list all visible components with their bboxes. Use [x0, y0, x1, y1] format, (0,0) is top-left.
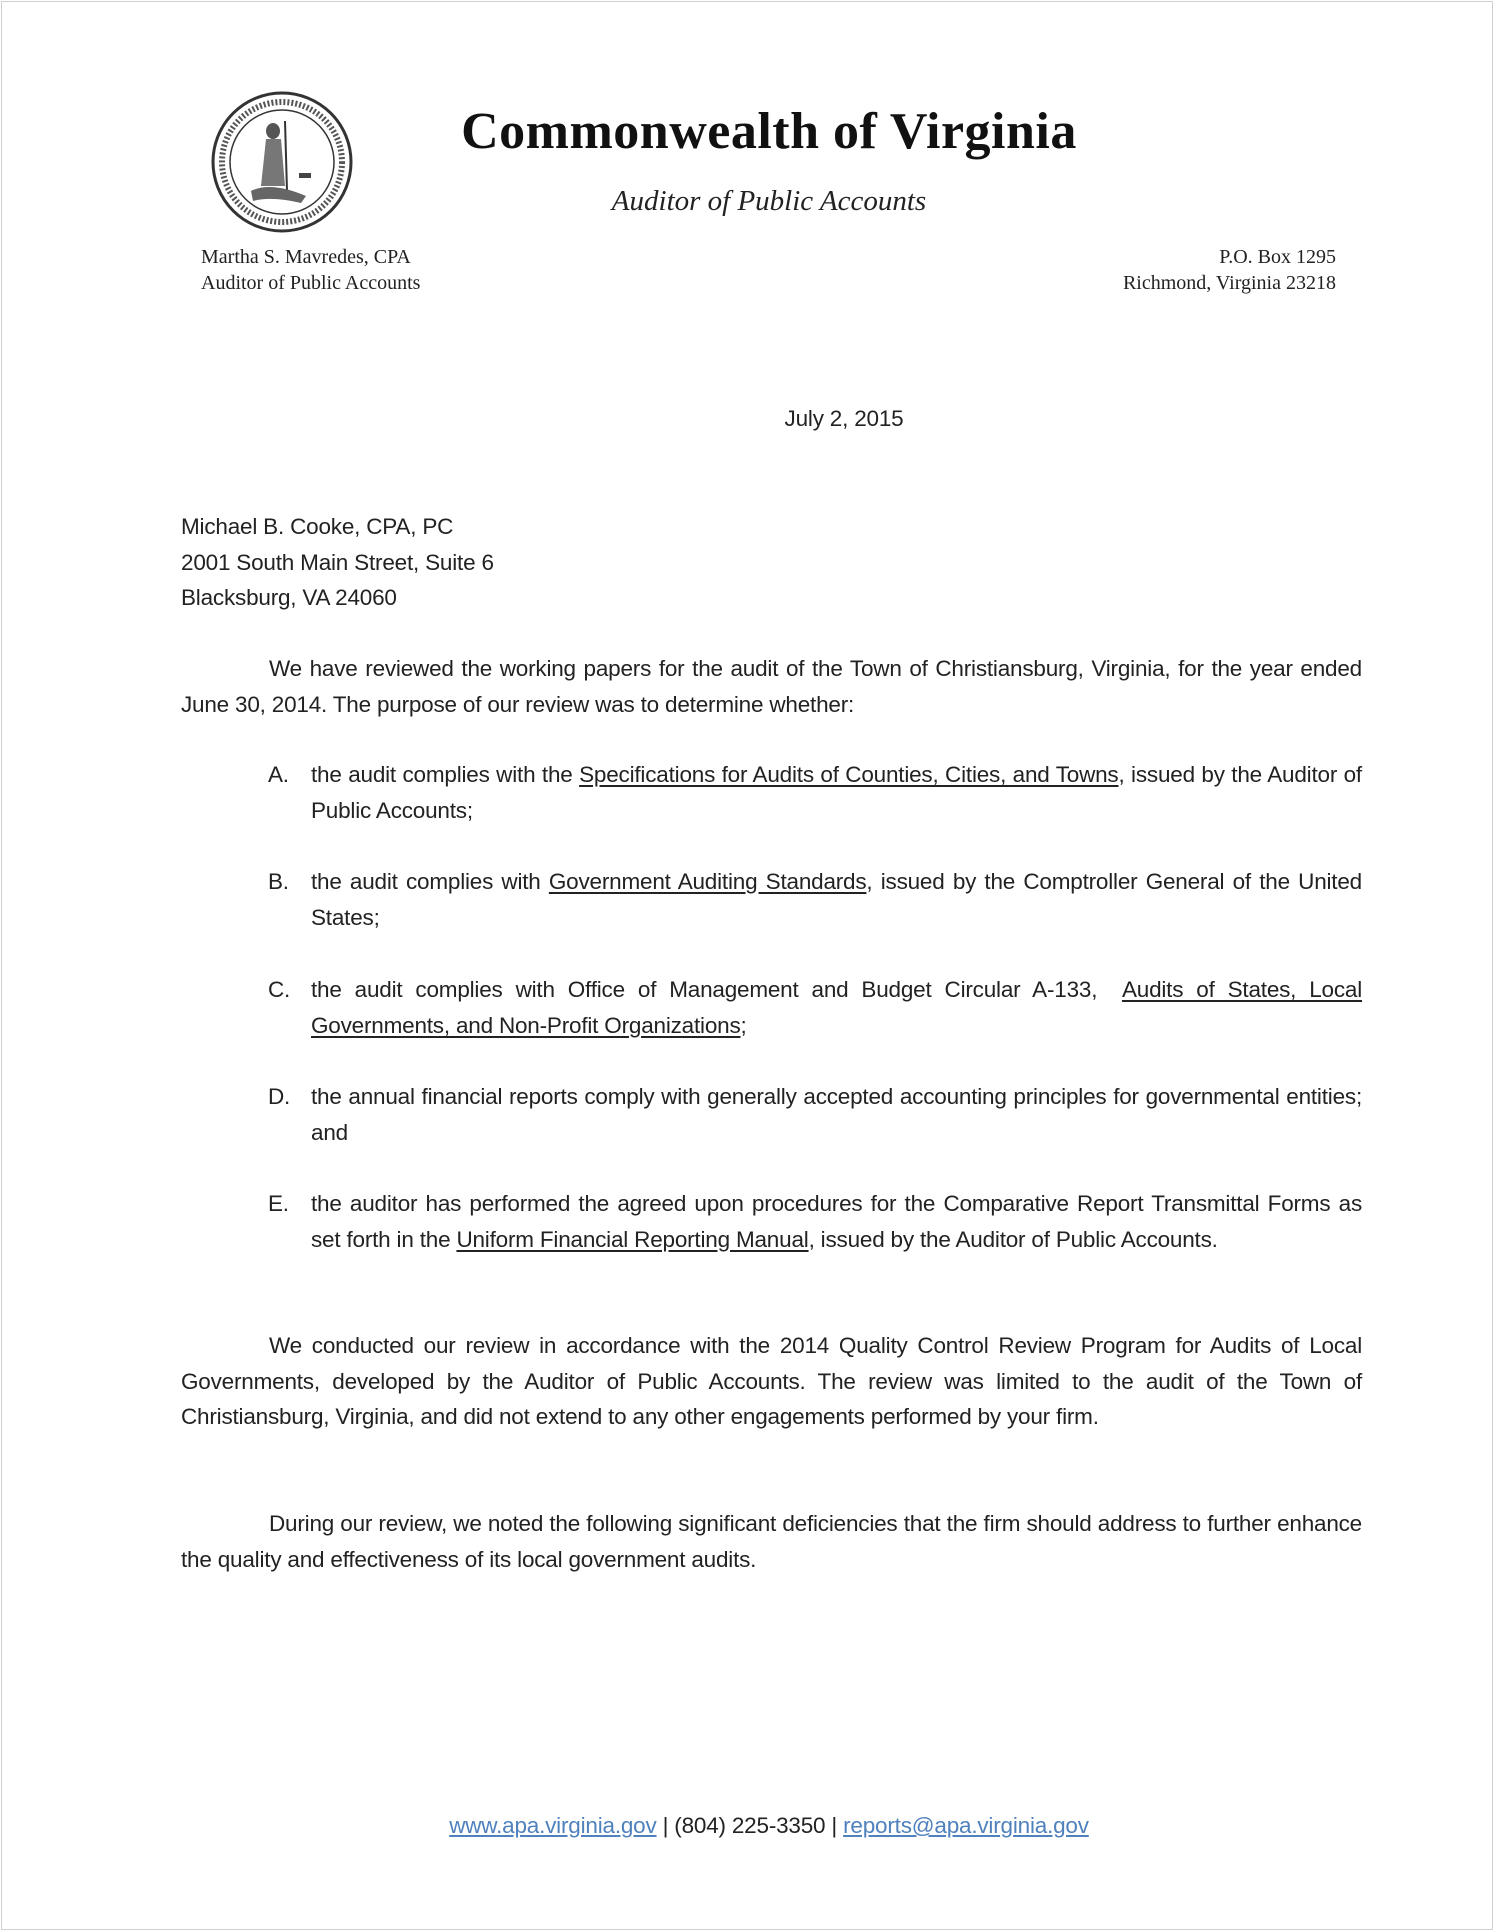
footer-contact	[2, 1808, 1494, 1844]
item-marker: D.	[268, 1084, 291, 1109]
list-item-b	[268, 864, 1362, 935]
recipient-line: 2001 South Main Street, Suite 6	[181, 549, 494, 575]
item-text: the audit complies with Office of Management and Budget Circular A-133,	[311, 977, 1122, 1002]
separator: |	[825, 1813, 844, 1838]
letterhead-title: Commonwealth of Virginia	[461, 103, 1077, 160]
letter-date: July 2, 2015	[784, 406, 904, 431]
review-scope-paragraph: We conducted our review in accordance with the 2014 Quality Control Review Program for Audits of Local Governments, developed by the Auditor of Public Accounts. The review was limited to the audit of the Town of Christiansburg, Virginia, and did not extend to any other engagements performed by your firm.	[181, 1333, 1362, 1430]
item-marker: C.	[268, 977, 291, 1002]
recipient-address	[181, 509, 494, 616]
item-text: the auditor has performed the agreed upon procedures for the Comparative Report Transmittal Forms as set forth in the	[311, 1191, 1362, 1252]
item-marker: B.	[268, 869, 289, 894]
po-box: P.O. Box 1295	[1219, 246, 1336, 268]
list-item-e	[268, 1186, 1362, 1257]
intro-paragraph: We have reviewed the working papers for the audit of the Town of Christiansburg, Virginia, for the year ended June 30, 2014. The purpose of our review was to determine whether:	[181, 656, 1362, 717]
item-text: the audit complies with the	[311, 762, 580, 787]
letterhead-subtitle: Auditor of Public Accounts	[611, 185, 927, 217]
city-state-zip: Richmond, Virginia 23218	[1122, 272, 1336, 294]
letterhead-address	[1123, 244, 1336, 296]
item-reference: Specifications for Audits of Counties, Cities, and Towns	[579, 762, 1119, 787]
item-reference: Government Auditing Standards	[548, 869, 867, 894]
website-link[interactable]: www.apa.virginia.gov	[449, 1813, 657, 1838]
item-text: ;	[740, 1012, 747, 1038]
item-text: the audit complies with	[311, 869, 549, 894]
item-marker: E.	[268, 1191, 289, 1216]
item-reference: Uniform Financial Reporting Manual	[456, 1226, 809, 1252]
list-item-a	[268, 757, 1362, 828]
letter-page	[1, 1, 1493, 1930]
phone-number: (804) 225-3350	[674, 1813, 826, 1838]
item-marker: A.	[268, 762, 289, 787]
auditor-title: Auditor of Public Accounts	[201, 272, 421, 294]
separator: |	[656, 1813, 675, 1838]
recipient-line: Blacksburg, VA 24060	[181, 585, 397, 611]
item-text: , issued by the Comptroller General of the United States;	[311, 869, 1362, 930]
list-item-c	[268, 972, 1362, 1043]
item-text: , issued by the Auditor of Public Accounts;	[311, 762, 1362, 823]
recipient-line: Michael B. Cooke, CPA, PC	[181, 514, 454, 539]
letterhead-auditor-info	[201, 244, 420, 296]
auditor-name: Martha S. Mavredes, CPA	[201, 246, 411, 268]
item-reference: Audits of States, Local Governments, and Non-Profit Organizations	[311, 977, 1362, 1038]
item-text: the annual financial reports comply with generally accepted accounting principles for governmental entities; and	[311, 1084, 1362, 1145]
list-item-d	[268, 1079, 1362, 1150]
item-text: , issued by the Auditor of Public Accounts.	[808, 1226, 1218, 1252]
deficiencies-paragraph: During our review, we noted the following significant deficiencies that the firm should address to further enhance the quality and effectiveness of its local government audits.	[181, 1511, 1362, 1572]
email-link[interactable]: reports@apa.virginia.gov	[843, 1813, 1089, 1838]
